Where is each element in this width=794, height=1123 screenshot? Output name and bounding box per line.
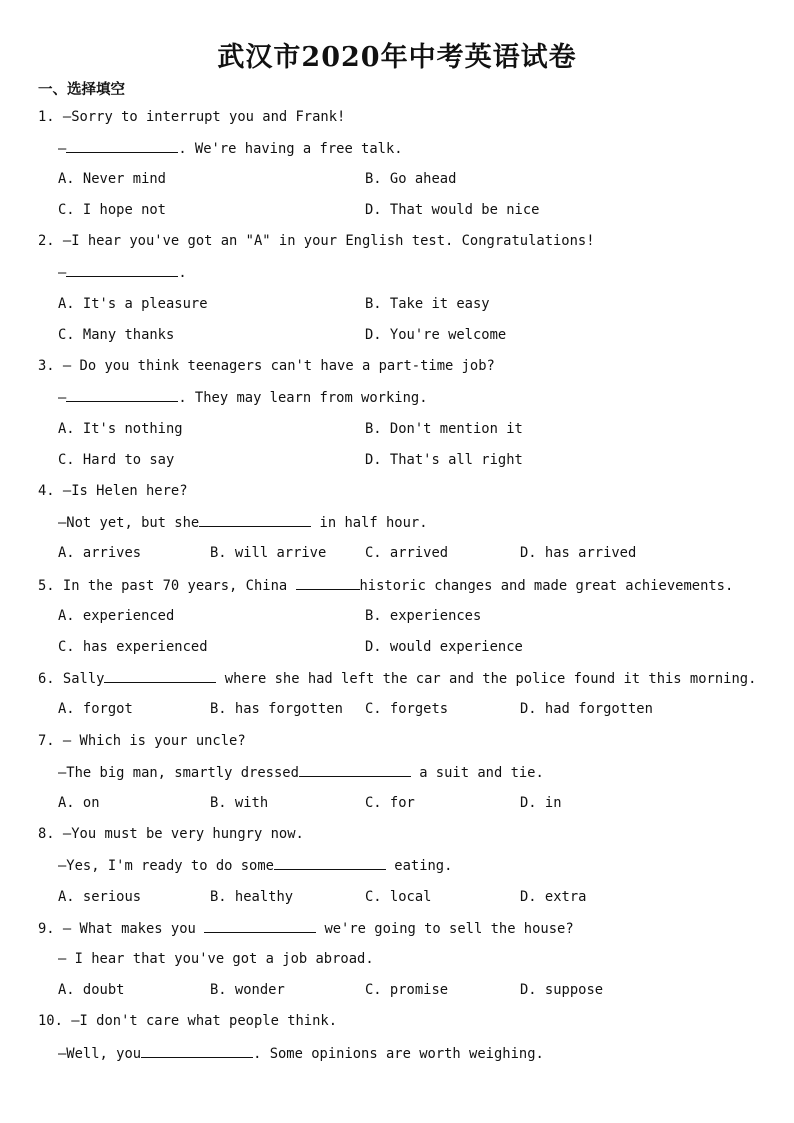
- option-a: A. experienced: [58, 608, 175, 624]
- option-d: D. had forgotten: [520, 701, 653, 717]
- question-9: 9. — What makes you we're going to sell the house?: [38, 917, 574, 939]
- question-4: 4. —Is Helen here?: [38, 483, 188, 499]
- response-3: — . They may learn from working.: [58, 386, 428, 408]
- option-b: B. experiences: [365, 608, 482, 624]
- option-b: B. Take it easy: [365, 296, 490, 312]
- option-b: B. has forgotten: [210, 701, 343, 717]
- answer-blank: [296, 574, 360, 590]
- option-b: B. Go ahead: [365, 171, 457, 187]
- option-d: D. has arrived: [520, 545, 637, 561]
- option-d: D. extra: [520, 889, 587, 905]
- response-4: —Not yet, but she in half hour.: [58, 511, 428, 533]
- option-c: C. I hope not: [58, 202, 166, 218]
- option-a: A. doubt: [58, 982, 125, 998]
- option-c: C. promise: [365, 982, 449, 998]
- answer-blank: [299, 761, 411, 777]
- option-b: B. with: [210, 795, 269, 811]
- answer-blank: [66, 137, 178, 153]
- answer-blank: [141, 1042, 253, 1058]
- option-a: A. Never mind: [58, 171, 166, 187]
- question-8: 8. —You must be very hungry now.: [38, 826, 304, 842]
- option-a: A. forgot: [58, 701, 133, 717]
- response-8: —Yes, I'm ready to do some eating.: [58, 854, 452, 876]
- question-7: 7. — Which is your uncle?: [38, 733, 246, 749]
- option-b: B. healthy: [210, 889, 294, 905]
- option-a: A. arrives: [58, 545, 142, 561]
- option-b: B. Don't mention it: [365, 421, 523, 437]
- option-c: C. has experienced: [58, 639, 208, 655]
- exam-title: 武汉市2020年中考英语试卷: [217, 42, 577, 73]
- response-9: — I hear that you've got a job abroad.: [58, 951, 374, 967]
- option-a: A. It's nothing: [58, 421, 183, 437]
- answer-blank: [66, 261, 178, 277]
- answer-blank: [199, 511, 311, 527]
- option-c: C. local: [365, 889, 432, 905]
- response-7: —The big man, smartly dressed a suit and tie.: [58, 761, 544, 783]
- option-c: C. arrived: [365, 545, 449, 561]
- answer-blank: [274, 854, 386, 870]
- answer-blank: [104, 667, 216, 683]
- option-d: D. suppose: [520, 982, 604, 998]
- option-c: C. Many thanks: [58, 327, 175, 343]
- option-a: A. serious: [58, 889, 142, 905]
- answer-blank: [204, 917, 316, 933]
- answer-blank: [66, 386, 178, 402]
- option-d: D. That's all right: [365, 452, 523, 468]
- question-10: 10. —I don't care what people think.: [38, 1013, 338, 1029]
- question-2: 2. —I hear you've got an "A" in your English test. Congratulations!: [38, 233, 595, 249]
- section-heading: 一、选择填空: [38, 82, 125, 98]
- response-2: — .: [58, 261, 187, 283]
- question-3: 3. — Do you think teenagers can't have a part-time job?: [38, 358, 495, 374]
- question-5: 5. In the past 70 years, China historic changes and made great achievements.: [38, 574, 733, 596]
- option-d: D. in: [520, 795, 562, 811]
- option-c: C. forgets: [365, 701, 449, 717]
- question-1: 1. —Sorry to interrupt you and Frank!: [38, 109, 346, 125]
- question-6: 6. Sally where she had left the car and the police found it this morning.: [38, 667, 756, 689]
- option-d: D. You're welcome: [365, 327, 507, 343]
- option-d: D. That would be nice: [365, 202, 540, 218]
- response-1: — . We're having a free talk.: [58, 137, 403, 159]
- option-a: A. on: [58, 795, 100, 811]
- option-a: A. It's a pleasure: [58, 296, 208, 312]
- response-10: —Well, you . Some opinions are worth weighing.: [58, 1042, 544, 1064]
- option-b: B. will arrive: [210, 545, 327, 561]
- option-c: C. Hard to say: [58, 452, 175, 468]
- option-b: B. wonder: [210, 982, 285, 998]
- option-c: C. for: [365, 795, 415, 811]
- option-d: D. would experience: [365, 639, 523, 655]
